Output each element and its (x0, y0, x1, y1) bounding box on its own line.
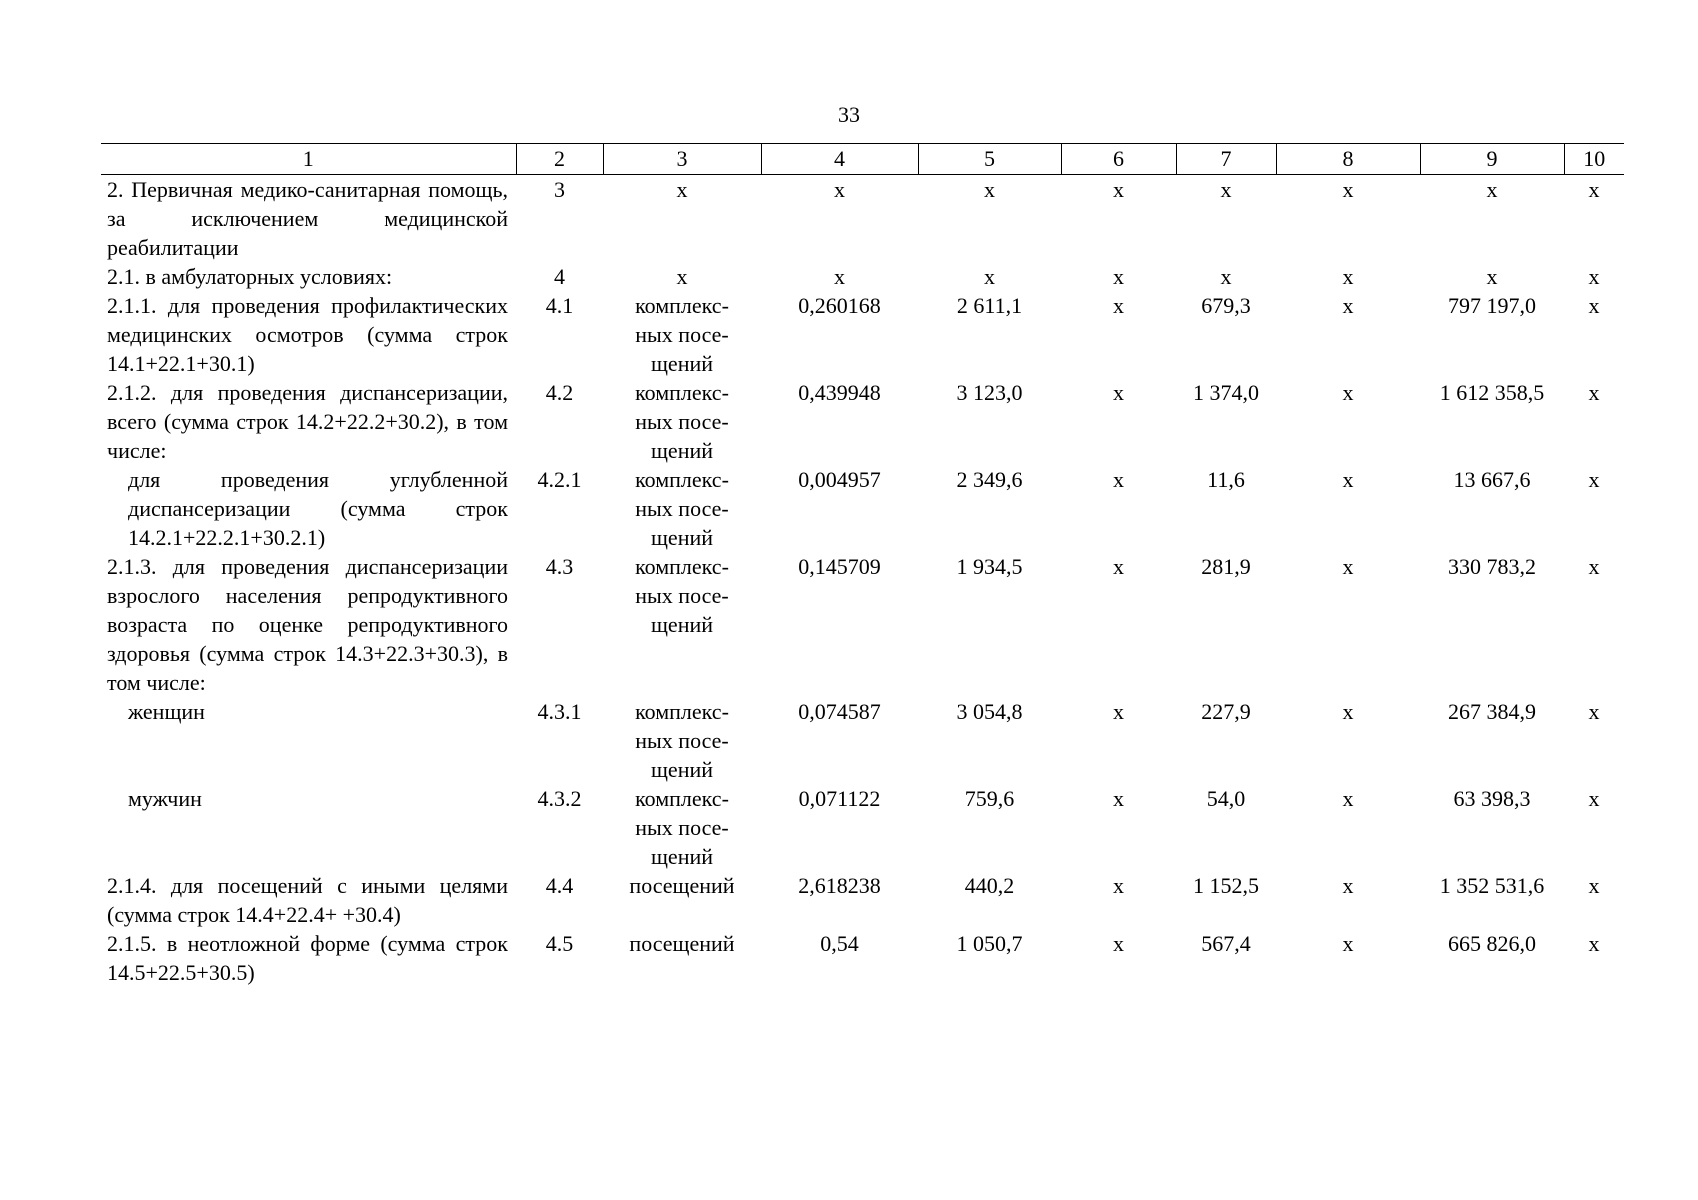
volume-norm-cell: 0,074587 (798, 699, 881, 724)
col8-cell: х (1342, 699, 1354, 724)
table-row (101, 552, 1624, 697)
row-number-cell: 4.1 (545, 293, 574, 318)
table-row (101, 175, 1624, 263)
unit-cell (603, 378, 761, 465)
row-number-cell: 3 (554, 177, 565, 202)
description-cell: 2.1.4. для посещений с иными целями (сумма строк 14.4+22.4+ +30.4) (107, 873, 508, 927)
col8-cell: х (1342, 467, 1354, 492)
total-cell: х (1486, 264, 1498, 289)
col6-cell: х (1113, 931, 1124, 956)
unit-cell (603, 465, 761, 552)
col6-cell: х (1113, 554, 1124, 579)
total-cell: 330 783,2 (1448, 554, 1536, 579)
col10-cell: х (1588, 786, 1600, 811)
col8-cell: х (1342, 554, 1354, 579)
unit-cell (603, 175, 761, 263)
unit-line: щений (650, 757, 714, 782)
cost-norm-cell: 3 054,8 (956, 699, 1023, 724)
table-row (101, 929, 1624, 987)
unit-line: комплекс- (635, 786, 729, 811)
col8-cell: х (1342, 380, 1354, 405)
table-row (101, 697, 1624, 784)
total-cell: 13 667,6 (1453, 467, 1531, 492)
unit-line: ных посе- (635, 728, 729, 753)
column-header-4: 4 (761, 144, 918, 175)
description-cell: 2.1.3. для проведения диспансеризации взрослого населения репродуктивного возраста по оценке репродуктивного здоровья (сумма строк 14.3+22.3+30.3), в том числе: (107, 554, 508, 695)
total-cell: 1 612 358,5 (1439, 380, 1545, 405)
per-capita-cell: 11,6 (1207, 467, 1245, 492)
table-body (101, 175, 1624, 988)
cost-norm-cell: х (984, 264, 995, 289)
unit-line: ных посе- (635, 496, 729, 521)
col6-cell: х (1113, 264, 1124, 289)
unit-line: щений (650, 612, 714, 637)
unit-line: щений (650, 351, 714, 376)
volume-norm-cell: 0,004957 (798, 467, 881, 492)
volume-norm-cell: 0,145709 (798, 554, 881, 579)
unit-cell (603, 291, 761, 378)
column-header-9: 9 (1420, 144, 1564, 175)
description-cell: для проведения углубленной диспансеризации (сумма строк 14.2.1+22.2.1+30.2.1) (128, 467, 508, 550)
col10-cell: х (1588, 380, 1600, 405)
unit-cell (603, 929, 761, 987)
unit-cell (603, 871, 761, 929)
total-cell: 63 398,3 (1453, 786, 1531, 811)
unit-cell (603, 697, 761, 784)
description-cell: женщин (128, 699, 205, 724)
per-capita-cell: 567,4 (1201, 931, 1251, 956)
cost-norm-cell: х (984, 177, 995, 202)
col6-cell: х (1113, 177, 1124, 202)
col10-cell: х (1588, 699, 1600, 724)
row-number-cell: 4.3 (545, 554, 574, 579)
column-header-2: 2 (516, 144, 603, 175)
col8-cell: х (1342, 293, 1354, 318)
header-row (101, 144, 1624, 175)
unit-line: ных посе- (635, 409, 729, 434)
cost-norm-cell: 1 050,7 (956, 931, 1023, 956)
table-row (101, 871, 1624, 929)
description-cell: мужчин (128, 786, 202, 811)
unit-line: ных посе- (635, 815, 729, 840)
cost-norm-cell: 2 349,6 (956, 467, 1023, 492)
table-row (101, 291, 1624, 378)
page-number: 33 (838, 102, 860, 127)
row-number-cell: 4.4 (545, 873, 574, 898)
unit-line: щений (650, 525, 714, 550)
column-header-8: 8 (1276, 144, 1420, 175)
col6-cell: х (1113, 467, 1124, 492)
cost-norm-cell: 1 934,5 (956, 554, 1023, 579)
unit-line: посещений (629, 931, 735, 956)
table-row (101, 378, 1624, 465)
row-number-cell: 4 (554, 264, 565, 289)
col10-cell: х (1588, 293, 1600, 318)
volume-norm-cell: 0,071122 (798, 786, 881, 811)
col6-cell: х (1113, 699, 1124, 724)
row-number-cell: 4.5 (545, 931, 574, 956)
column-header-5: 5 (918, 144, 1061, 175)
column-header-7: 7 (1176, 144, 1276, 175)
col10-cell: х (1588, 873, 1600, 898)
description-cell: 2. Первичная медико-санитарная помощь, за исключением медицинской реабилитации (107, 177, 508, 260)
total-cell: 665 826,0 (1448, 931, 1536, 956)
description-cell: 2.1.1. для проведения профилактических медицинских осмотров (сумма строк 14.1+22.1+30.1) (107, 293, 508, 376)
column-header-10: 10 (1564, 144, 1624, 175)
description-cell: 2.1.2. для проведения диспансеризации, всего (сумма строк 14.2+22.2+30.2), в том числе: (107, 380, 508, 463)
cost-norm-cell: 440,2 (964, 873, 1015, 898)
per-capita-cell: х (1220, 264, 1232, 289)
row-number-cell: 4.3.2 (537, 786, 582, 811)
cost-norm-cell: 759,6 (964, 786, 1015, 811)
per-capita-cell: 1 152,5 (1193, 873, 1259, 898)
volume-cost-table (101, 143, 1624, 987)
volume-norm-cell: х (834, 264, 845, 289)
unit-line: комплекс- (635, 293, 729, 318)
row-number-cell: 4.3.1 (537, 699, 582, 724)
column-header-1: 1 (101, 144, 516, 175)
col8-cell: х (1342, 931, 1354, 956)
table-row (101, 465, 1624, 552)
unit-line: щений (650, 438, 714, 463)
unit-line: ных посе- (635, 583, 729, 608)
per-capita-cell: 679,3 (1201, 293, 1251, 318)
col10-cell: х (1588, 467, 1600, 492)
col6-cell: х (1113, 380, 1124, 405)
total-cell: 267 384,9 (1448, 699, 1536, 724)
unit-line: комплекс- (635, 380, 729, 405)
cost-norm-cell: 2 611,1 (956, 293, 1023, 318)
column-header-6: 6 (1061, 144, 1176, 175)
col10-cell: х (1588, 554, 1600, 579)
unit-line: х (676, 264, 688, 289)
unit-cell (603, 784, 761, 871)
col8-cell: х (1342, 177, 1354, 202)
unit-line: ных посе- (635, 322, 729, 347)
volume-norm-cell: 0,439948 (798, 380, 881, 405)
volume-norm-cell: 0,54 (820, 931, 859, 956)
per-capita-cell: 1 374,0 (1193, 380, 1259, 405)
volume-norm-cell: х (834, 177, 845, 202)
col8-cell: х (1342, 264, 1354, 289)
unit-line: х (676, 177, 688, 202)
unit-line: щений (650, 844, 714, 869)
col6-cell: х (1113, 786, 1124, 811)
unit-line: комплекс- (635, 699, 729, 724)
unit-cell (603, 262, 761, 291)
col6-cell: х (1113, 873, 1124, 898)
col10-cell: х (1588, 931, 1600, 956)
col10-cell: х (1588, 177, 1600, 202)
unit-cell (603, 552, 761, 697)
description-cell: 2.1. в амбулаторных условиях: (107, 264, 393, 289)
row-number-cell: 4.2 (545, 380, 574, 405)
total-cell: х (1486, 177, 1498, 202)
unit-line: комплекс- (635, 467, 729, 492)
unit-line: посещений (629, 873, 735, 898)
table-row (101, 784, 1624, 871)
row-number-cell: 4.2.1 (537, 467, 582, 492)
volume-norm-cell: 0,260168 (798, 293, 881, 318)
total-cell: 1 352 531,6 (1439, 873, 1545, 898)
table-row (101, 262, 1624, 291)
per-capita-cell: 227,9 (1201, 699, 1251, 724)
unit-line: комплекс- (635, 554, 729, 579)
total-cell: 797 197,0 (1448, 293, 1536, 318)
column-header-3: 3 (603, 144, 761, 175)
col10-cell: х (1588, 264, 1600, 289)
description-cell: 2.1.5. в неотложной форме (сумма строк 14.5+22.5+30.5) (107, 931, 508, 985)
cost-norm-cell: 3 123,0 (956, 380, 1023, 405)
col8-cell: х (1342, 873, 1354, 898)
col6-cell: х (1113, 293, 1124, 318)
col8-cell: х (1342, 786, 1354, 811)
per-capita-cell: 54,0 (1206, 786, 1246, 811)
per-capita-cell: х (1220, 177, 1232, 202)
per-capita-cell: 281,9 (1201, 554, 1251, 579)
volume-norm-cell: 2,618238 (798, 873, 881, 898)
